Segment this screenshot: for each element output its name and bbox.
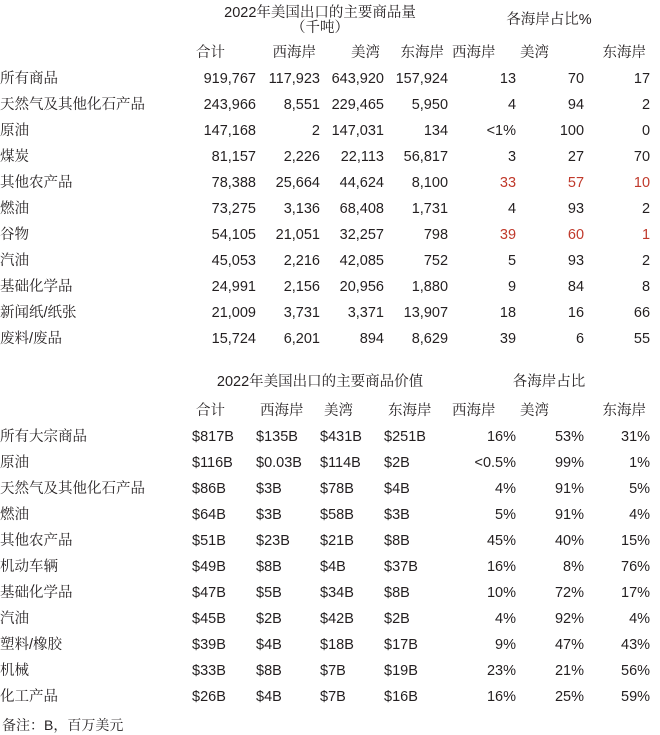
cell-total: $86B — [192, 480, 226, 497]
cell-gulf: $7B — [320, 688, 346, 705]
cell-pct_gulf: 16 — [567, 304, 585, 321]
cell-label: 煤炭 — [0, 148, 29, 165]
cell-gulf: 32,257 — [339, 226, 384, 243]
column-header-gulf: 美湾 — [351, 45, 380, 62]
cell-gulf: $4B — [320, 558, 346, 575]
cell-east: 134 — [423, 122, 449, 139]
cell-pct_gulf: 94 — [567, 96, 585, 113]
table-row — [0, 580, 650, 606]
footnote: 备注：B，百万美元 — [2, 717, 124, 733]
table-row — [0, 424, 650, 450]
cell-total: $39B — [192, 636, 226, 653]
column-header-pct-west: 西海岸 — [452, 403, 496, 420]
cell-gulf: $34B — [320, 584, 354, 601]
cell-label: 天然气及其他化石产品 — [0, 480, 145, 497]
group-header-quantity-unit: （千吨） — [291, 19, 349, 36]
column-header-total: 合计 — [196, 403, 225, 420]
cell-pct_gulf: 40% — [554, 532, 585, 549]
cell-east: 157,924 — [395, 70, 449, 87]
cell-gulf: $42B — [320, 610, 354, 627]
cell-west: $4B — [256, 636, 282, 653]
cell-east: 5,950 — [411, 96, 449, 113]
cell-pct_gulf: 53% — [554, 428, 585, 445]
cell-label: 天然气及其他化石产品 — [0, 96, 145, 113]
cell-pct_east: 2 — [641, 200, 651, 217]
cell-west: 21,051 — [275, 226, 320, 243]
cell-pct_east: 1 — [641, 226, 651, 243]
cell-gulf: $21B — [320, 532, 354, 549]
cell-west: 2,156 — [283, 278, 320, 295]
cell-east: 798 — [423, 226, 449, 243]
cell-gulf: 229,465 — [331, 96, 384, 113]
column-header-row — [0, 399, 650, 424]
cell-west: 2 — [311, 122, 320, 139]
cell-total: 73,275 — [211, 200, 256, 217]
table-row — [0, 658, 650, 684]
table-row — [0, 118, 650, 144]
column-header-east: 东海岸 — [400, 45, 445, 62]
table-row — [0, 196, 650, 222]
cell-total: $33B — [192, 662, 226, 679]
cell-total: $49B — [192, 558, 226, 575]
column-header-east: 东海岸 — [388, 403, 432, 420]
cell-pct_west: 9% — [495, 636, 517, 653]
table-row — [0, 248, 650, 274]
cell-pct_gulf: 100 — [559, 122, 585, 139]
cell-total: 15,724 — [211, 330, 256, 347]
cell-label: 新闻纸/纸张 — [0, 304, 77, 321]
column-header-pct-east: 东海岸 — [602, 403, 647, 420]
cell-east: $2B — [384, 454, 410, 471]
cell-west: 2,226 — [283, 148, 320, 165]
cell-west: 8,551 — [283, 96, 320, 113]
corner-cell — [0, 366, 192, 399]
cell-gulf: $58B — [320, 506, 354, 523]
cell-east: 752 — [423, 252, 449, 269]
cell-total: $51B — [192, 532, 226, 549]
cell-pct_west: 39 — [499, 330, 517, 347]
cell-east: $4B — [384, 480, 410, 497]
column-header-total: 合计 — [196, 45, 225, 62]
cell-label: 谷物 — [0, 226, 29, 243]
cell-pct_west: 3 — [507, 148, 517, 165]
cell-pct_gulf: 99% — [554, 454, 585, 471]
cell-west: $8B — [256, 662, 282, 679]
cell-pct_east: 4% — [629, 610, 651, 627]
table-row — [0, 92, 650, 118]
table-row — [0, 450, 650, 476]
cell-pct_gulf: 72% — [554, 584, 585, 601]
group-header-quantity — [192, 0, 448, 41]
table-commodity-quantity — [0, 0, 650, 352]
cell-label: 塑料/橡胶 — [0, 636, 63, 653]
cell-east: $8B — [384, 584, 410, 601]
cell-label: 基础化学品 — [0, 584, 73, 601]
cell-pct_east: 56% — [621, 662, 651, 679]
cell-west: 3,731 — [283, 304, 320, 321]
cell-west: $5B — [256, 584, 282, 601]
cell-pct_gulf: 93 — [567, 200, 585, 217]
table-quantity-body — [0, 66, 650, 352]
cell-pct_east: 2 — [641, 252, 651, 269]
cell-west: $2B — [256, 610, 282, 627]
cell-gulf: 20,956 — [339, 278, 384, 295]
group-header-row — [0, 0, 650, 41]
cell-gulf: 894 — [359, 330, 384, 347]
cell-gulf: $431B — [320, 428, 362, 445]
cell-pct_east: 59% — [621, 688, 651, 705]
cell-west: $4B — [256, 688, 282, 705]
cell-pct_gulf: 8% — [563, 558, 585, 575]
cell-west: $3B — [256, 480, 282, 497]
cell-west: $0.03B — [256, 454, 302, 471]
cell-pct_east: 31% — [621, 428, 651, 445]
cell-pct_gulf: 93 — [567, 252, 585, 269]
column-header-label — [0, 399, 192, 424]
cell-pct_west: <1% — [486, 122, 517, 139]
column-header-pct-east: 东海岸 — [602, 45, 647, 62]
cell-pct_east: 76% — [621, 558, 651, 575]
cell-pct_east: 10 — [633, 174, 651, 191]
cell-gulf: 22,113 — [340, 148, 384, 165]
cell-east: $251B — [384, 428, 426, 445]
table-row — [0, 528, 650, 554]
cell-pct_west: 4% — [495, 610, 517, 627]
table-row — [0, 502, 650, 528]
cell-total: $45B — [192, 610, 226, 627]
table-row — [0, 476, 650, 502]
cell-pct_east: 17% — [621, 584, 651, 601]
cell-label: 汽油 — [0, 252, 29, 269]
cell-pct_west: 9 — [507, 278, 517, 295]
cell-east: $37B — [384, 558, 418, 575]
cell-pct_east: 70 — [633, 148, 651, 165]
cell-pct_east: 5% — [629, 480, 651, 497]
cell-pct_east: 8 — [641, 278, 651, 295]
table-row — [0, 554, 650, 580]
cell-pct_gulf: 21% — [554, 662, 585, 679]
cell-pct_gulf: 92% — [554, 610, 585, 627]
cell-east: 1,731 — [411, 200, 449, 217]
cell-east: 1,880 — [411, 278, 449, 295]
group-header-share-line1: 各海岸占比 — [512, 374, 586, 391]
cell-west: 117,923 — [268, 70, 320, 87]
column-header-west: 西海岸 — [272, 45, 316, 62]
cell-gulf: 44,624 — [339, 174, 384, 191]
cell-east: $8B — [384, 532, 410, 549]
cell-gulf: $78B — [320, 480, 354, 497]
cell-total: 78,388 — [211, 174, 256, 191]
cell-east: 56,817 — [403, 148, 449, 165]
cell-pct_gulf: 70 — [567, 70, 585, 87]
table-row — [0, 632, 650, 658]
cell-pct_west: 18 — [499, 304, 517, 321]
column-header-pct-gulf: 美湾 — [520, 403, 550, 420]
table-row — [0, 300, 650, 326]
column-header-west: 西海岸 — [260, 403, 304, 420]
cell-gulf: 147,031 — [331, 122, 384, 139]
cell-total: 21,009 — [211, 304, 256, 321]
cell-pct_west: 4 — [507, 200, 517, 217]
cell-label: 原油 — [0, 454, 29, 471]
cell-pct_east: 43% — [621, 636, 651, 653]
cell-pct_west: 16% — [486, 428, 517, 445]
cell-label: 燃油 — [0, 506, 29, 523]
group-header-value-line1: 2022年美国出口的主要商品价值 — [216, 374, 424, 391]
corner-cell — [0, 0, 192, 41]
cell-pct_east: 0 — [641, 122, 651, 139]
cell-label: 汽油 — [0, 610, 29, 627]
group-header-share — [448, 366, 650, 399]
cell-total: 919,767 — [203, 70, 256, 87]
group-header-value — [192, 366, 448, 399]
cell-pct_west: 33 — [499, 174, 517, 191]
cell-label: 其他农产品 — [0, 174, 73, 191]
cell-gulf: $18B — [320, 636, 354, 653]
cell-label: 废料/废品 — [0, 330, 63, 347]
cell-gulf: 643,920 — [331, 70, 384, 87]
cell-gulf: $7B — [320, 662, 346, 679]
cell-pct_west: <0.5% — [474, 454, 517, 471]
cell-east: $3B — [384, 506, 410, 523]
cell-pct_east: 55 — [633, 330, 651, 347]
cell-pct_west: 5% — [495, 506, 517, 523]
cell-pct_west: 45% — [486, 532, 517, 549]
cell-pct_west: 16% — [486, 688, 517, 705]
cell-pct_east: 4% — [629, 506, 651, 523]
cell-pct_east: 15% — [621, 532, 651, 549]
cell-west: $3B — [256, 506, 282, 523]
cell-pct_gulf: 27 — [567, 148, 585, 165]
cell-gulf: 42,085 — [339, 252, 384, 269]
cell-label: 原油 — [0, 122, 29, 139]
cell-label: 机械 — [0, 662, 29, 679]
group-header-row — [0, 366, 650, 399]
cell-pct_west: 13 — [499, 70, 517, 87]
cell-label: 燃油 — [0, 200, 29, 217]
cell-gulf: $114B — [320, 454, 361, 471]
table-row — [0, 274, 650, 300]
cell-gulf: 68,408 — [339, 200, 384, 217]
cell-pct_gulf: 91% — [554, 506, 585, 523]
cell-west: $8B — [256, 558, 282, 575]
cell-total: 243,966 — [203, 96, 256, 113]
table-row — [0, 222, 650, 248]
cell-west: 25,664 — [275, 174, 320, 191]
cell-label: 机动车辆 — [0, 558, 58, 575]
cell-east: 8,629 — [411, 330, 449, 347]
cell-west: $23B — [256, 532, 290, 549]
cell-gulf: 3,371 — [347, 304, 384, 321]
cell-pct_east: 66 — [633, 304, 651, 321]
cell-pct_west: 10% — [486, 584, 517, 601]
cell-total: $26B — [192, 688, 226, 705]
cell-east: 8,100 — [411, 174, 449, 191]
cell-label: 其他农产品 — [0, 532, 73, 549]
cell-label: 所有大宗商品 — [0, 428, 87, 445]
cell-pct_gulf: 84 — [567, 278, 585, 295]
cell-pct_gulf: 91% — [554, 480, 585, 497]
column-header-label — [0, 41, 192, 66]
cell-east: $17B — [384, 636, 418, 653]
cell-pct_east: 2 — [641, 96, 651, 113]
cell-total: 54,105 — [211, 226, 256, 243]
column-header-pct-gulf: 美湾 — [520, 45, 550, 62]
cell-pct_east: 17 — [633, 70, 651, 87]
table-quantity-head — [0, 0, 650, 66]
cell-total: 45,053 — [211, 252, 256, 269]
cell-west: 3,136 — [283, 200, 320, 217]
cell-east: $19B — [384, 662, 418, 679]
cell-pct_gulf: 57 — [567, 174, 585, 191]
cell-east: $16B — [384, 688, 418, 705]
cell-pct_gulf: 6 — [575, 330, 585, 347]
cell-total: 24,991 — [211, 278, 256, 295]
cell-total: $47B — [192, 584, 226, 601]
cell-total: 147,168 — [203, 122, 256, 139]
group-header-share-line1: 各海岸占比% — [506, 12, 592, 29]
cell-pct_west: 5 — [507, 252, 517, 269]
cell-label: 化工产品 — [0, 688, 58, 705]
cell-pct_gulf: 60 — [567, 226, 585, 243]
cell-west: 6,201 — [283, 330, 320, 347]
table-row — [0, 170, 650, 196]
cell-pct_gulf: 47% — [554, 636, 585, 653]
cell-total: $116B — [192, 454, 233, 471]
table-commodity-value — [0, 366, 650, 710]
cell-pct_west: 39 — [499, 226, 517, 243]
group-header-share — [448, 0, 650, 41]
table-value-head — [0, 366, 650, 424]
column-header-pct-west: 西海岸 — [452, 45, 496, 62]
cell-pct_west: 4 — [507, 96, 517, 113]
cell-pct_west: 23% — [486, 662, 517, 679]
cell-total: 81,157 — [211, 148, 256, 165]
cell-label: 所有商品 — [0, 70, 58, 87]
table-value-body — [0, 424, 650, 710]
cell-west: 2,216 — [283, 252, 320, 269]
cell-pct_east: 1% — [629, 454, 651, 471]
column-header-row — [0, 41, 650, 66]
table-row — [0, 684, 650, 710]
cell-west: $135B — [256, 428, 298, 445]
table-gap — [0, 352, 660, 366]
cell-total: $64B — [192, 506, 226, 523]
cell-east: 13,907 — [403, 304, 449, 321]
cell-total: $817B — [192, 428, 234, 445]
table-row — [0, 144, 650, 170]
cell-label: 基础化学品 — [0, 278, 73, 295]
table-row — [0, 326, 650, 352]
table-row — [0, 66, 650, 92]
table-row — [0, 606, 650, 632]
cell-pct_west: 16% — [486, 558, 517, 575]
cell-pct_west: 4% — [495, 480, 517, 497]
cell-east: $2B — [384, 610, 410, 627]
column-header-gulf: 美湾 — [324, 403, 353, 420]
group-header-quantity-line1: 2022年美国出口的主要商品量 — [224, 5, 416, 21]
cell-pct_gulf: 25% — [554, 688, 585, 705]
